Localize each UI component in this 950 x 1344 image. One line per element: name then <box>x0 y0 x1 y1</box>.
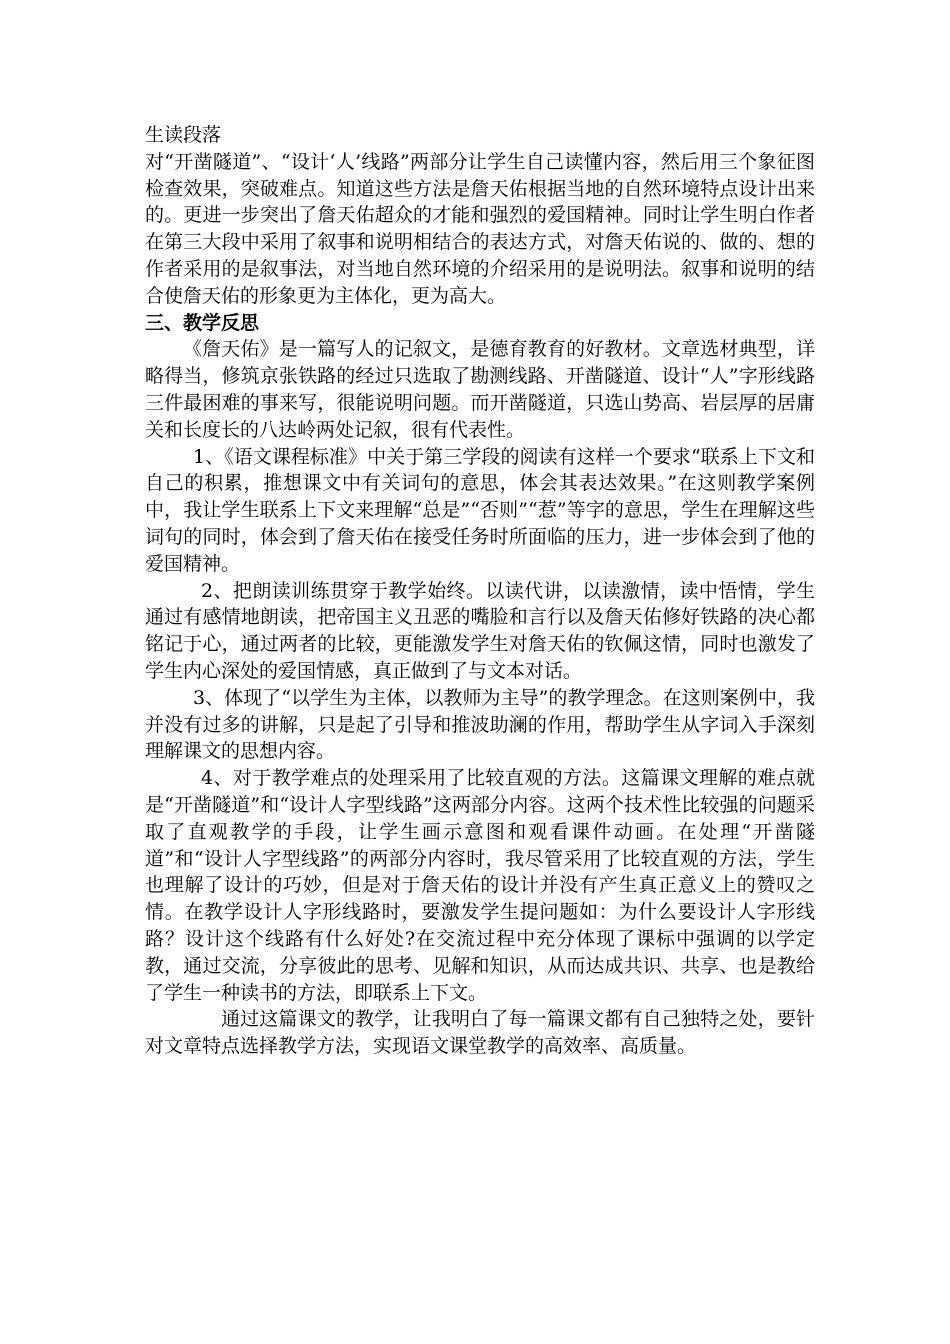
section-heading-teaching-reflection: 三、教学反思 <box>145 311 260 334</box>
paragraph-conclusion: 通过这篇课文的教学，让我明白了每一篇课文都有自己独特之处，要针对文章特点选择教学方法，实现语文课堂教学的高效率、高质量。 <box>145 1008 815 1058</box>
document-body <box>145 122 815 1060</box>
paragraph-reflection-point-1: 1、《语文课程标准》中关于第三学段的阅读有这样一个要求“联系上下文和自己的积累，推想课文中有关词句的意思，体会其表达效果。”在这则教学案例中，我让学生联系上下文来理解“总是”“否则”“惹”等字的意思，学生在理解这些词句的同时，体会到了詹天佑在接受任务时所面临的压力，进一步体会到了他的爱国精神。 <box>145 445 815 575</box>
paragraph-reflection-point-2: 2、把朗读训练贯穿于教学始终。以读代讲，以读激情，读中悟情，学生通过有感情地朗读，把帝国主义丑恶的嘴脸和言行以及詹天佑修好铁路的决心都铭记于心，通过两者的比较，更能激发学生对詹天佑的钦佩这情，同时也激发了学生内心深处的爱国情感，真正做到了与文本对话。 <box>145 579 815 682</box>
paragraph-method-summary: 对“开凿隧道”、“设计‘人’线路”两部分让学生自己读懂内容，然后用三个象征图检查效果，突破难点。知道这些方法是詹天佑根据当地的自然环境特点设计出来的。更进一步突出了詹天佑超众的才能和强烈的爱国精神。同时让学生明白作者在第三大段中采用了叙事和说明相结合的表达方式，对詹天佑说的、做的、想的作者采用的是叙事法，对当地自然环境的介绍采用的是说明法。叙事和说明的结合使詹天佑的形象更为主体化，更为高大。 <box>145 150 815 307</box>
paragraph-fragment: 生读段落 <box>145 124 222 146</box>
paragraph-reflection-point-4: 4、对于教学难点的处理采用了比较直观的方法。这篇课文理解的难点就是“开凿隧道”和“设计人字型线路”这两部分内容。这两个技术性比较强的问题采取了直观教学的手段，让学生画示意图和观看课件动画。在处理“开凿隧道”和“设计人字型线路”的两部分内容时，我尽管采用了比较直观的方法，学生也理解了设计的巧妙，但是对于詹天佑的设计并没有产生真正意义上的赞叹之情。在教学设计人字形线路时，要激发学生提问题如：为什么要设计人字形线路？设计这个线路有什么好处?在交流过程中充分体现了课标中强调的以学定教，通过交流，分享彼此的思考、见解和知识，从而达成共识、共享、也是教给了学生一种读书的方法，即联系上下文。 <box>145 767 815 1004</box>
paragraph-reflection-intro: 《詹天佑》是一篇写人的记叙文，是德育教育的好教材。文章选材典型，详略得当，修筑京张铁路的经过只选取了勘测线路、开凿隧道、设计“人”字形线路三件最困难的事来写，很能说明问题。而开凿隧道，只选山势高、岩层厚的居庸关和长度长的八达岭两处记叙，很有代表性。 <box>145 338 815 441</box>
paragraph-reflection-point-3: 3、体现了“以学生为主体，以教师为主导”的教学理念。在这则案例中，我并没有过多的讲解，只是起了引导和推波助澜的作用，帮助学生从字词入手深刻理解课文的思想内容。 <box>145 686 815 763</box>
